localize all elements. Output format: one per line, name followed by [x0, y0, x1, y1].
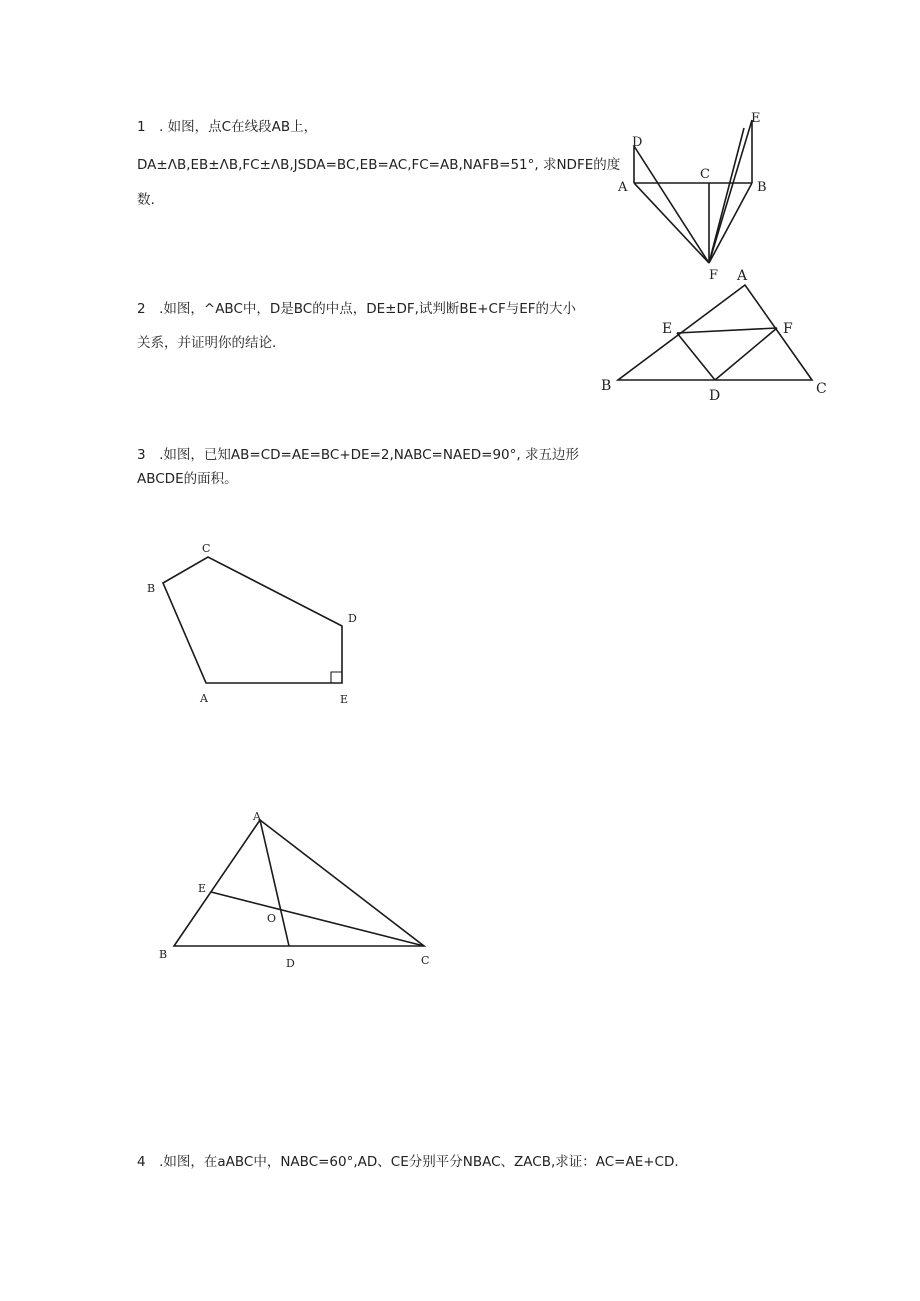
fig1-segment-df — [634, 146, 709, 263]
fig2-label-b: B — [601, 378, 612, 394]
fig1-label-a: A — [618, 180, 628, 195]
fig1-label-b: B — [757, 180, 767, 195]
fig3-label-d: D — [348, 612, 357, 625]
problem-1-line-1: 1 . 如图，点C在线段AB上， — [137, 119, 318, 135]
fig4-triangle-abc — [174, 820, 424, 946]
figure-3 — [147, 542, 357, 706]
fig3-label-e: E — [340, 693, 349, 706]
fig3-label-b: B — [147, 582, 156, 595]
fig2-segment-fd — [715, 328, 777, 380]
problem-1-line-2: DA±ΛB,EB±ΛB,FC±ΛB,JSDA=BC,EB=AC,FC=AB,NAFB=51°, 求NDFE的度 — [137, 157, 621, 173]
problem-3-line-2: ABCDE的面积。 — [137, 471, 238, 487]
problem-1-line-3: 数. — [137, 192, 155, 208]
problem-2-line-2: 关系，并证明你的结论. — [137, 335, 277, 351]
figure-2 — [601, 268, 827, 404]
fig1-label-d: D — [632, 135, 643, 150]
problem-4-line-1: 4 .如图，在aABC中，NABC=60°,AD、CE分别平分NBAC、ZACB,求证：AC=AE+CD. — [137, 1154, 679, 1170]
fig3-right-angle-mark — [331, 672, 342, 683]
fig1-label-c: C — [700, 167, 710, 182]
fig4-label-e: E — [198, 882, 207, 895]
fig2-label-a: A — [737, 268, 748, 284]
fig3-label-c: C — [202, 542, 211, 555]
problem-3-line-1: 3 .如图，已知AB=CD=AE=BC+DE=2,NABC=NAED=90°, 求五边形 — [137, 447, 579, 463]
fig1-segment-af — [634, 183, 709, 263]
fig4-label-o: O — [267, 912, 277, 925]
fig1-label-e: E — [751, 111, 761, 126]
figure-4 — [159, 810, 429, 970]
problem-2-line-1: 2 .如图，^ABC中，D是BC的中点，DE±DF,试判断BE+CF与EF的大小 — [137, 301, 576, 317]
fig2-label-e: E — [662, 321, 673, 337]
fig4-label-c: C — [421, 954, 430, 967]
fig3-label-a: A — [200, 692, 208, 705]
fig1-label-f: F — [709, 268, 719, 283]
fig2-label-d: D — [709, 388, 721, 404]
fig4-label-d: D — [286, 957, 295, 970]
fig2-segment-ef — [677, 328, 777, 333]
fig3-pentagon-abcde — [163, 557, 342, 683]
fig2-label-f: F — [783, 321, 793, 337]
figure-1 — [617, 111, 767, 283]
fig4-label-b: B — [159, 948, 168, 961]
fig4-segment-ce — [211, 892, 424, 946]
fig1-segment-ef — [709, 120, 752, 263]
fig1-segment-inner — [709, 128, 744, 263]
fig2-segment-ed — [677, 333, 715, 380]
fig2-label-c: C — [816, 381, 827, 397]
fig4-label-a: A — [253, 810, 261, 823]
fig1-segment-bf — [709, 183, 752, 263]
